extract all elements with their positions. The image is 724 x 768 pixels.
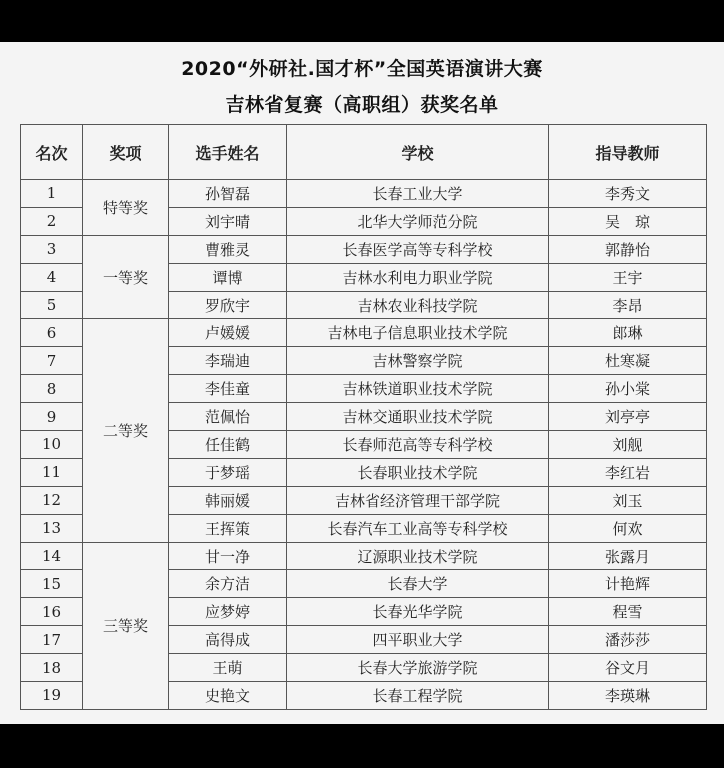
rank-cell: 9 — [21, 403, 83, 431]
name-cell: 李瑞迪 — [169, 347, 287, 375]
rank-cell: 7 — [21, 347, 83, 375]
name-cell: 任佳鹤 — [169, 431, 287, 459]
teacher-cell: 潘莎莎 — [549, 626, 707, 654]
header-rank: 名次 — [21, 125, 83, 180]
award-cell: 二等奖 — [83, 319, 169, 542]
name-cell: 于梦瑶 — [169, 458, 287, 486]
school-cell: 吉林水利电力职业学院 — [287, 263, 549, 291]
teacher-cell: 计艳辉 — [549, 570, 707, 598]
teacher-cell: 李秀文 — [549, 180, 707, 208]
table-row — [21, 319, 707, 347]
school-cell: 吉林交通职业技术学院 — [287, 403, 549, 431]
teacher-cell: 程雪 — [549, 598, 707, 626]
school-cell: 辽源职业技术学院 — [287, 542, 549, 570]
teacher-cell: 郭静怡 — [549, 235, 707, 263]
name-cell: 余方洁 — [169, 570, 287, 598]
name-cell: 曹雅灵 — [169, 235, 287, 263]
school-cell: 四平职业大学 — [287, 626, 549, 654]
teacher-cell: 刘舰 — [549, 431, 707, 459]
teacher-cell: 李昂 — [549, 291, 707, 319]
award-cell: 特等奖 — [83, 180, 169, 236]
school-cell: 长春光华学院 — [287, 598, 549, 626]
school-cell: 长春医学高等专科学校 — [287, 235, 549, 263]
header-award: 奖项 — [83, 125, 169, 180]
name-cell: 高得成 — [169, 626, 287, 654]
name-cell: 王挥策 — [169, 514, 287, 542]
rank-cell: 1 — [21, 180, 83, 208]
teacher-cell: 何欢 — [549, 514, 707, 542]
teacher-cell: 刘玉 — [549, 486, 707, 514]
teacher-cell: 张露月 — [549, 542, 707, 570]
name-cell: 甘一净 — [169, 542, 287, 570]
name-cell: 谭博 — [169, 263, 287, 291]
teacher-cell: 王宇 — [549, 263, 707, 291]
teacher-cell: 谷文月 — [549, 654, 707, 682]
name-cell: 刘宇晴 — [169, 207, 287, 235]
name-cell: 应梦婷 — [169, 598, 287, 626]
table-row — [21, 542, 707, 570]
name-cell: 罗欣宇 — [169, 291, 287, 319]
table-row — [21, 235, 707, 263]
teacher-cell: 李瑛琳 — [549, 682, 707, 710]
school-cell: 长春汽车工业高等专科学校 — [287, 514, 549, 542]
rank-cell: 14 — [21, 542, 83, 570]
school-cell: 长春师范高等专科学校 — [287, 431, 549, 459]
school-cell: 吉林省经济管理干部学院 — [287, 486, 549, 514]
name-cell: 卢媛媛 — [169, 319, 287, 347]
teacher-cell: 孙小棠 — [549, 375, 707, 403]
rank-cell: 3 — [21, 235, 83, 263]
school-cell: 长春工程学院 — [287, 682, 549, 710]
school-cell: 吉林铁道职业技术学院 — [287, 375, 549, 403]
document-subtitle: 吉林省复赛（高职组）获奖名单 — [225, 94, 499, 116]
school-cell: 吉林电子信息职业技术学院 — [287, 319, 549, 347]
table-row — [21, 180, 707, 208]
school-cell: 长春职业技术学院 — [287, 458, 549, 486]
document-title: 2020“外研社.国才杯”全国英语演讲大赛 — [181, 58, 543, 80]
winners-table — [20, 124, 707, 710]
rank-cell: 16 — [21, 598, 83, 626]
school-cell: 北华大学师范分院 — [287, 207, 549, 235]
name-cell: 范佩怡 — [169, 403, 287, 431]
rank-cell: 5 — [21, 291, 83, 319]
rank-cell: 2 — [21, 207, 83, 235]
rank-cell: 15 — [21, 570, 83, 598]
header-school: 学校 — [287, 125, 549, 180]
teacher-cell: 刘亭亭 — [549, 403, 707, 431]
award-cell: 三等奖 — [83, 542, 169, 709]
school-cell: 长春大学旅游学院 — [287, 654, 549, 682]
teacher-cell: 李红岩 — [549, 458, 707, 486]
name-cell: 李佳童 — [169, 375, 287, 403]
rank-cell: 10 — [21, 431, 83, 459]
name-cell: 王萌 — [169, 654, 287, 682]
rank-cell: 19 — [21, 682, 83, 710]
teacher-cell: 杜寒凝 — [549, 347, 707, 375]
name-cell: 孙智磊 — [169, 180, 287, 208]
rank-cell: 11 — [21, 458, 83, 486]
name-cell: 韩丽媛 — [169, 486, 287, 514]
school-cell: 长春工业大学 — [287, 180, 549, 208]
school-cell: 长春大学 — [287, 570, 549, 598]
rank-cell: 4 — [21, 263, 83, 291]
table-header-row — [21, 125, 707, 180]
rank-cell: 8 — [21, 375, 83, 403]
rank-cell: 18 — [21, 654, 83, 682]
school-cell: 吉林农业科技学院 — [287, 291, 549, 319]
rank-cell: 13 — [21, 514, 83, 542]
rank-cell: 12 — [21, 486, 83, 514]
document-page — [0, 42, 724, 724]
award-cell: 一等奖 — [83, 235, 169, 319]
name-cell: 史艳文 — [169, 682, 287, 710]
school-cell: 吉林警察学院 — [287, 347, 549, 375]
table-body — [21, 180, 707, 710]
rank-cell: 6 — [21, 319, 83, 347]
teacher-cell: 吴 琼 — [549, 207, 707, 235]
rank-cell: 17 — [21, 626, 83, 654]
header-contestant-name: 选手姓名 — [169, 125, 287, 180]
header-teacher: 指导教师 — [549, 125, 707, 180]
teacher-cell: 郎琳 — [549, 319, 707, 347]
